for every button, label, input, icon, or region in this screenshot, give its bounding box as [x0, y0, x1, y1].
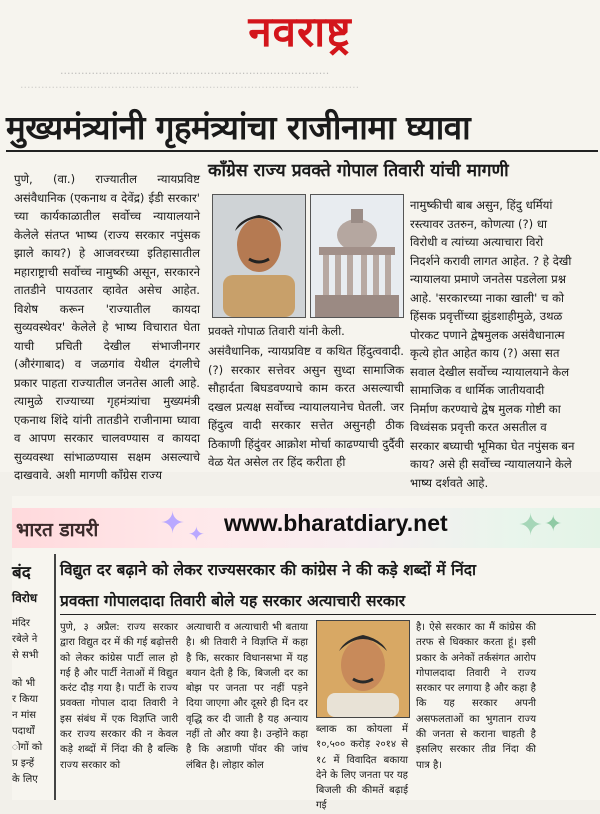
article-column-3 [410, 196, 600, 490]
column3-line: हिंसक प्रवृत्तींच्या झुंडशाहीमुळे, उथळ [410, 309, 563, 323]
photo-caption: प्रवक्ते गोपाळ तिवारी यांनी केली. [208, 324, 345, 338]
fragment-line: को भी [12, 678, 36, 689]
column3-line: सामाजिक व धार्मिक जातीयवादी [410, 383, 545, 397]
portrait-image [213, 195, 305, 317]
masthead [0, 0, 600, 62]
column3-line: कृत्ये होत आहेत काय (?) असा सत [410, 346, 560, 360]
fragment-line: से सभी [12, 650, 39, 661]
masthead-title: नवराष्ट्र [248, 7, 352, 56]
column3-line: नामुष्कीची बाब असुन, हिंदु धर्मियां [410, 198, 553, 212]
article-column-1: पुणे, (वा.) राज्यातील न्यायप्रविष्ट असंवैधानिक (एकनाथ व देवेंद्र) ईडी सरकार' च्या कार्यकाळातील सर्वोच्च न्यायालयाने केलेले संतप्त भाष्य (राज्य सरकार नपुंसक झाले काय?) हे आजवरच्या इतिहासातील महाराष्ट्राची सर्वोच्च नामुष्की असून, सरकारने तातडीने पायउतार व्हावेत असेच आहेत. विशेष करून 'राज्यातील कायदा सुव्यवस्थेवर' केलेले हे भाष्य विचारात घेता याची प्रचिती देखील संभाजीनगर (औरंगाबाद) व जळगांव येथील दंगलीचे प्रकार पाहता राज्यातील जनतेस आली आहे. त्यामुळे राज्याच्या गृहमंत्र्यांचा मुख्यमंत्री एकनाथ शिंदे यांनी तातडीने राजीनामा घ्यावा व आपण सरकार चालवण्यास व कायदा सुव्यवस्था सांभाळण्यास सक्षम असल्याचे दाखवावे. अशी मागणी काँग्रेस राज्य [14, 172, 200, 482]
column3-line: रस्त्यावर उतरुन, कोणत्या (?) धा [410, 216, 547, 231]
sub-headline: काँग्रेस राज्य प्रवक्ते गोपाल तिवारी यांची मागणी [208, 161, 509, 181]
article-column-2: असंवैधानिक, न्यायप्रविष्ट व कथित हिंदुत्ववादी. (?) सरकार सत्तेवर असुन सुध्दा सामाजिक सौहार्दता बिघडवण्याचे काम करत असल्याची दखल प्रत्यक्ष सर्वोच्च न्यायालयानेच घेतली. जर हिंदुत्व वादी सरकार सत्तेत असुनही ठीक ठिकाणी हिंदुंवर आक्रोश मोर्चा काढण्याची दुर्दैवी वेळ येत असेल तर हिंद करीता ही [208, 344, 404, 469]
court-building-image [311, 195, 403, 317]
adjacent-article-fragment [12, 558, 52, 800]
headline-divider [60, 614, 596, 615]
column3-line: पोरकट पणाने द्वेषमुलक असंवैधानात्म [410, 327, 565, 342]
fragment-line: ोगों को [12, 742, 43, 753]
column3-line: निदर्शने करावी लागत आहेत. ? हे देखी [410, 253, 572, 268]
bharat-diary-clipping [12, 496, 600, 812]
fragment-line: पदार्थों [12, 726, 35, 737]
portrait-image [317, 621, 409, 717]
hindi-headline-line2: प्रवक्ता गोपालदादा तिवारी बोले यह सरकार अत्याचारी सरकार [60, 592, 406, 610]
hindi-column-3: ब्लाक का कोयला में १०,५०० करोड़ २०१४ से १८ में विवादित बकाया देने के लिए जनता पर यह बिजली की कीमतें बढ़ाई गई [316, 724, 408, 812]
sparkle-icon: ✦ [188, 522, 205, 546]
column3-line: निर्माण करण्याचे द्वेष मुलक गोष्टी का [410, 401, 561, 416]
bleed-through-text: ............................................................................. ................................................................................................. [20, 64, 360, 91]
hindi-column-1: पुणे, ३ अप्रैल: राज्य सरकार द्वारा विद्युत दर में की गई बढ़ोत्तरी को लेकर कांग्रेस पार्टी लाल हो गई है और पार्टी नेताओं में विद्युत करंट दौड़ गया है। पार्टी के राज्य प्रवक्ता गोपाल दादा तिवारी ने इस संबंध में एक विज्ञप्ति जारी कर राज्य सरकार की न केवल कड़े शब्दों में निंदा की है बल्कि राज्य सरकार को [60, 622, 178, 771]
fragment-line: के लिए [12, 774, 38, 785]
column3-line: सवाल देखील सर्वोच्च न्यायालयाने केल [410, 364, 570, 379]
fragment-line: रबेले ने [12, 634, 38, 645]
fragment-heading: विरोध [12, 591, 38, 605]
supreme-court-photo [310, 194, 404, 318]
sparkle-icon: ✦ [160, 506, 186, 541]
brand-name: भारत डायरी [16, 519, 99, 541]
column-divider [54, 554, 56, 800]
spokesperson-photo [212, 194, 306, 318]
sparkle-icon: ✦ [518, 508, 544, 543]
fragment-line: र किया [12, 694, 38, 705]
column3-line: आहे. 'सरकारच्या नाका खाली' च को [410, 290, 565, 305]
column3-line: भाष्य दर्शवते आहे. [410, 475, 489, 490]
column3-line: सरकार बघ्याची भूमिका घेत नपुंसक बन [410, 438, 575, 453]
column3-line: काय? असे ही सर्वोच्च न्यायालयाने केले [410, 457, 572, 471]
column3-line: विध्वंसक प्रवृत्ती करत असतील व [410, 420, 547, 434]
fragment-heading: बंद [12, 563, 31, 583]
column3-line: विरोधी व त्यांच्या अत्याचारा विरो [410, 235, 544, 249]
fragment-line: मंदिर [12, 618, 30, 629]
fragment-line: प्र इन्हें [12, 758, 35, 769]
hindi-headline-line1: विद्युत दर बढ़ाने को लेकर राज्यसरकार की कांग्रेस ने की कड़े शब्दों में निंदा [60, 561, 476, 579]
column3-line: न्यायालया प्रमाणे जनतेस पडलेला प्रश्न [410, 272, 566, 286]
spokesperson-photo [316, 620, 410, 718]
fragment-line: न मांस [12, 710, 37, 721]
website-url: www.bharatdiary.net [224, 510, 448, 536]
sparkle-icon: ✦ [544, 512, 563, 537]
headline-divider [6, 150, 598, 152]
hindi-column-2: अत्याचारी व अत्याचारी भी बताया है। श्री तिवारी ने विज्ञप्ति में कहा है कि, सरकार विधानसभा में यह बयान देती है कि, बिजली दर का बोझ पर जनता पर नहीं पड़ने दिया जाएगा और दूसरे ही दिन दर वृद्धि कर दी जाती है यह अन्याय नहीं तो और क्या है। उन्होंने कहा है कि अडाणी पॉवर की जांच लंबित है। लोहार कोल [186, 622, 308, 771]
hindi-column-4: है। ऐसे सरकार का मैं कांग्रेस की तरफ से धिक्कार करता हूं। इसी प्रकार के अनेकों तर्कसंगत आरोप गोपालदादा तिवारी ने राज्य सरकार पर लगाया है और कहा है कि यह सरकार अपनी असफलताओं का भुगतान राज्य की जनता से कराना चाहती है इसलिए सरकार तीव्र निंदा की पात्र है। [416, 622, 536, 771]
main-headline: मुख्यमंत्र्यांनी गृहमंत्र्यांचा राजीनामा घ्यावा [6, 108, 471, 147]
